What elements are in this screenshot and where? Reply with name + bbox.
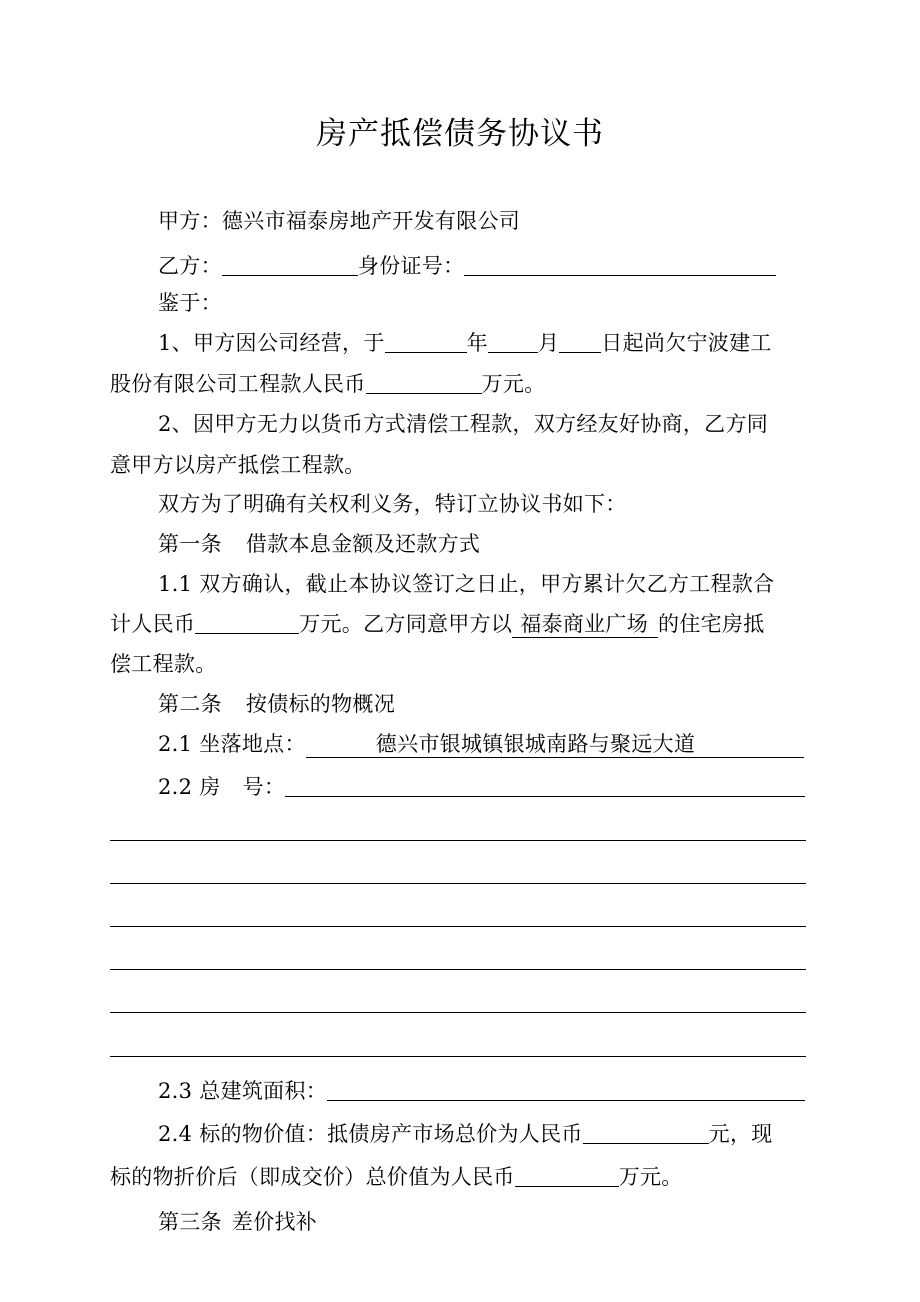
article2-title: 按债标的物概况 xyxy=(245,692,396,716)
debt-amount-blank xyxy=(195,611,299,634)
article1-heading xyxy=(158,529,480,559)
party-a-line: 甲方：德兴市福泰房地产开发有限公司 xyxy=(158,209,521,233)
blank-line-4 xyxy=(110,969,806,970)
day-blank xyxy=(559,330,601,353)
a2-1-line xyxy=(158,729,804,759)
a2-4-line2 xyxy=(110,1162,683,1192)
a1-1-line2 xyxy=(110,609,765,639)
year-blank xyxy=(385,330,467,353)
clause2-line1: 2、因甲方无力以货币方式清偿工程款，双方经友好协商，乙方同 xyxy=(158,412,769,436)
article1-title: 借款本息金额及还款方式 xyxy=(245,532,481,556)
a2-3-line xyxy=(158,1076,805,1106)
a2-4-text-a: 2.4 标的物价值：抵债房产市场总价为人民币 xyxy=(158,1122,583,1146)
location-value: 德兴市银城镇银城南路与聚远大道 xyxy=(306,731,804,758)
document-title: 房产抵偿债务协议书 xyxy=(316,116,604,152)
id-number-blank xyxy=(464,253,776,276)
clause1-unit: 万元。 xyxy=(481,372,546,396)
market-price-blank xyxy=(583,1121,709,1144)
article2-heading xyxy=(158,689,395,719)
a2-2-line xyxy=(158,772,805,802)
property-name: 福泰商业广场 xyxy=(512,611,658,638)
clause1-text: 1、甲方因公司经营，于 xyxy=(158,331,385,355)
a2-4-text-c: 标的物折价后（即成交价）总价值为人民币 xyxy=(110,1165,515,1189)
area-label: 2.3 总建筑面积： xyxy=(158,1079,328,1103)
clause1-text-c: 股份有限公司工程款人民币 xyxy=(110,372,366,396)
id-number-label: 身份证号： xyxy=(357,254,465,278)
clause1-text-b: 日起尚欠宁波建工 xyxy=(601,331,772,355)
a2-4-line1 xyxy=(158,1119,773,1149)
party-b-name-blank xyxy=(222,253,358,276)
blank-line-5 xyxy=(110,1012,806,1013)
a1-1-text-a: 计人民币 xyxy=(110,612,196,636)
blank-line-6 xyxy=(110,1056,806,1057)
article3-heading xyxy=(158,1207,317,1237)
location-label: 2.1 坐落地点： xyxy=(158,732,306,756)
area-blank xyxy=(327,1078,805,1101)
intro-line: 双方为了明确有关权利义务，特订立协议书如下： xyxy=(158,492,627,516)
whereas-label: 鉴于： xyxy=(158,291,222,315)
month-label: 月 xyxy=(537,331,560,355)
a1-1-text-c: 的住宅房抵 xyxy=(658,612,765,636)
a2-4-text-d: 万元。 xyxy=(618,1165,683,1189)
party-b-label: 乙方： xyxy=(158,254,222,278)
deal-price-blank xyxy=(515,1164,619,1187)
article1-number: 第一条 xyxy=(158,532,222,556)
room-label-b: 号： xyxy=(242,775,286,799)
article3-title: 差价找补 xyxy=(231,1210,318,1234)
clause2-line2: 意甲方以房产抵偿工程款。 xyxy=(110,453,366,477)
clause1-line2 xyxy=(110,369,546,399)
party-b-line xyxy=(158,251,776,281)
a1-1-text-b: 万元。乙方同意甲方以 xyxy=(299,612,513,636)
year-label: 年 xyxy=(466,331,488,355)
article3-number: 第三条 xyxy=(158,1210,222,1234)
room-label-a: 2.2 房 xyxy=(158,775,221,799)
clause1-line1 xyxy=(158,328,772,358)
a1-1-line1: 1.1 双方确认，截止本协议签订之日止，甲方累计欠乙方工程款合 xyxy=(158,572,775,596)
a1-1-line3: 偿工程款。 xyxy=(110,652,217,676)
article2-number: 第二条 xyxy=(158,692,222,716)
room-number-blank xyxy=(285,774,805,797)
month-blank xyxy=(488,330,538,353)
blank-line-2 xyxy=(110,883,806,884)
a2-4-text-b: 元，现 xyxy=(708,1122,773,1146)
amount-blank xyxy=(366,371,482,394)
blank-line-1 xyxy=(110,840,806,841)
blank-line-3 xyxy=(110,926,806,927)
